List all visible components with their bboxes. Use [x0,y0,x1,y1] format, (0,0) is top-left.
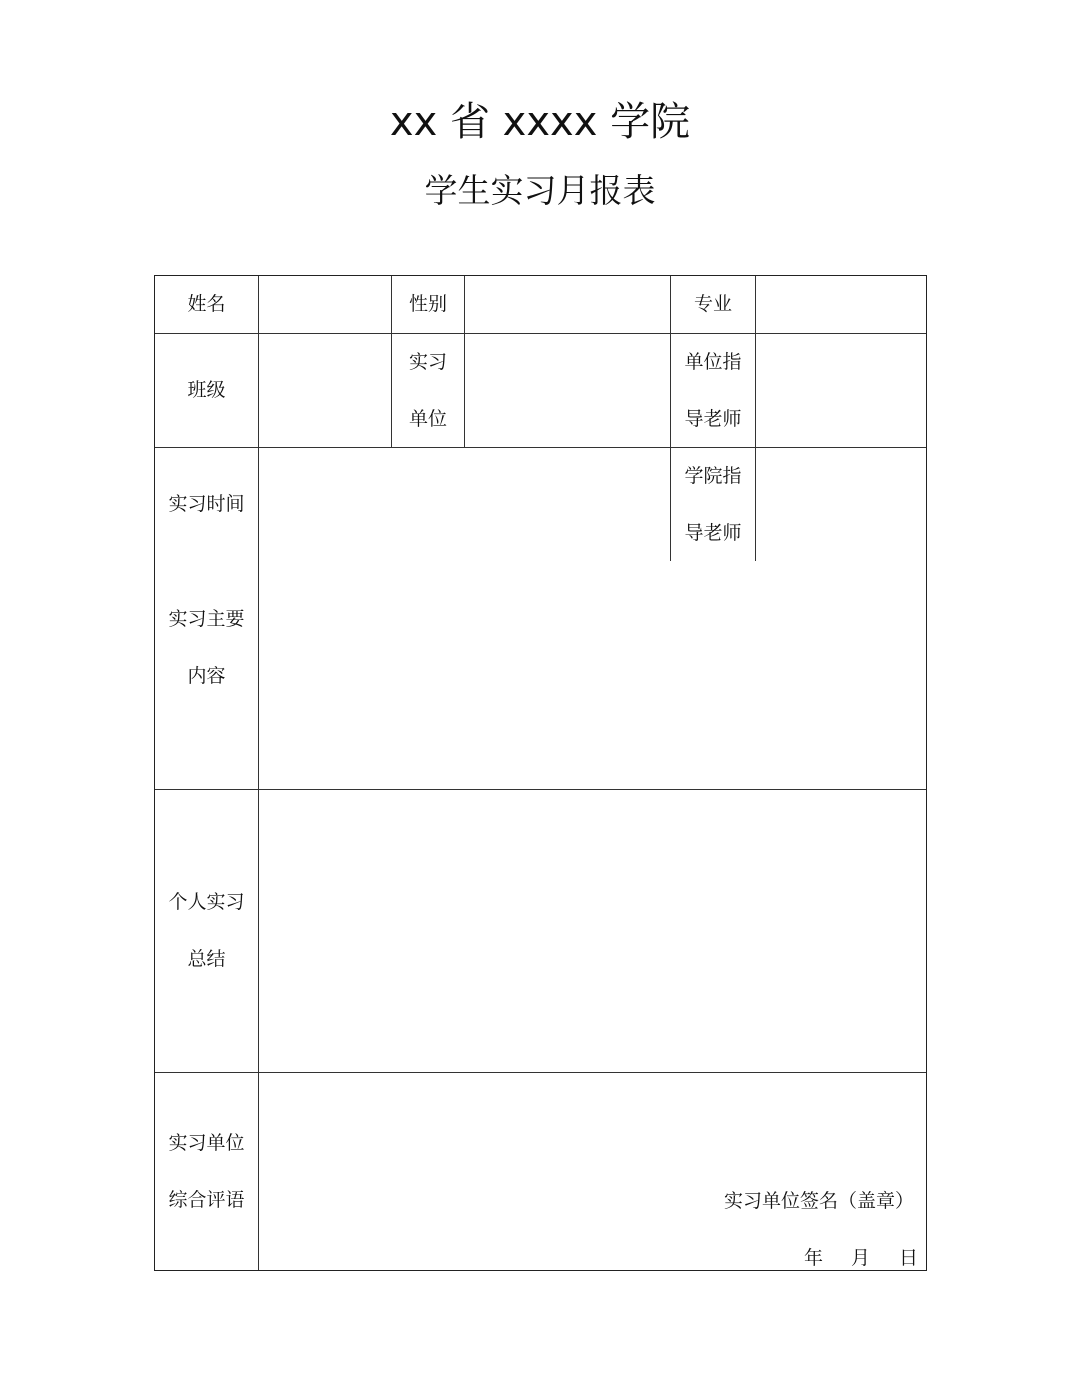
unit-tutor-label-line2: 导老师 [684,407,742,430]
report-form-table [154,275,927,1271]
major-label [671,276,755,333]
signature-year: 年 [804,1247,824,1269]
gender-label-text: 性别 [408,293,447,315]
name-label [155,276,258,333]
name-label-text: 姓名 [187,293,226,315]
class-label [155,334,258,447]
evaluation-label [155,1073,258,1271]
unit-tutor-value-field[interactable] [756,334,926,447]
name-value-field[interactable] [259,276,391,333]
period-label [155,448,258,561]
period-value-field[interactable] [259,448,670,561]
unit-label-line1: 实习 [408,350,447,373]
content-label-line1: 实习主要 [168,608,245,630]
unit-tutor-label-line1: 单位指 [684,350,742,373]
unit-tutor-label [671,334,755,447]
period-label-text: 实习时间 [168,493,245,515]
class-value-field[interactable] [259,334,391,447]
college-tutor-label [671,448,755,561]
class-label-text: 班级 [187,379,226,401]
form-title: 学生实习月报表 [424,171,656,210]
major-value-field[interactable] [756,276,926,333]
content-label-line2: 内容 [187,665,226,687]
institution-title: xx 省 xxxx 学院 [389,99,691,145]
content-value-field[interactable] [259,562,926,789]
evaluation-label-line2: 综合评语 [168,1189,245,1211]
college-tutor-value-field[interactable] [756,448,926,561]
gender-value-field[interactable] [465,276,670,333]
unit-label [392,334,464,447]
signature-label: 实习单位签名（盖章） [723,1190,914,1212]
evaluation-label-line1: 实习单位 [168,1132,245,1154]
signature-month: 月 [851,1247,871,1269]
summary-label-line1: 个人实习 [168,891,245,913]
college-tutor-label-line1: 学院指 [684,464,742,487]
signature-day: 日 [899,1247,919,1269]
evaluation-value-field[interactable] [259,1073,926,1270]
summary-label-line2: 总结 [187,948,226,970]
content-label [155,591,258,705]
college-tutor-label-line2: 导老师 [684,521,742,544]
summary-label [155,790,258,1072]
major-label-text: 专业 [693,293,732,315]
summary-value-field[interactable] [259,790,926,1072]
unit-label-line2: 单位 [408,407,447,430]
gender-label [392,276,464,333]
unit-value-field[interactable] [465,334,670,447]
